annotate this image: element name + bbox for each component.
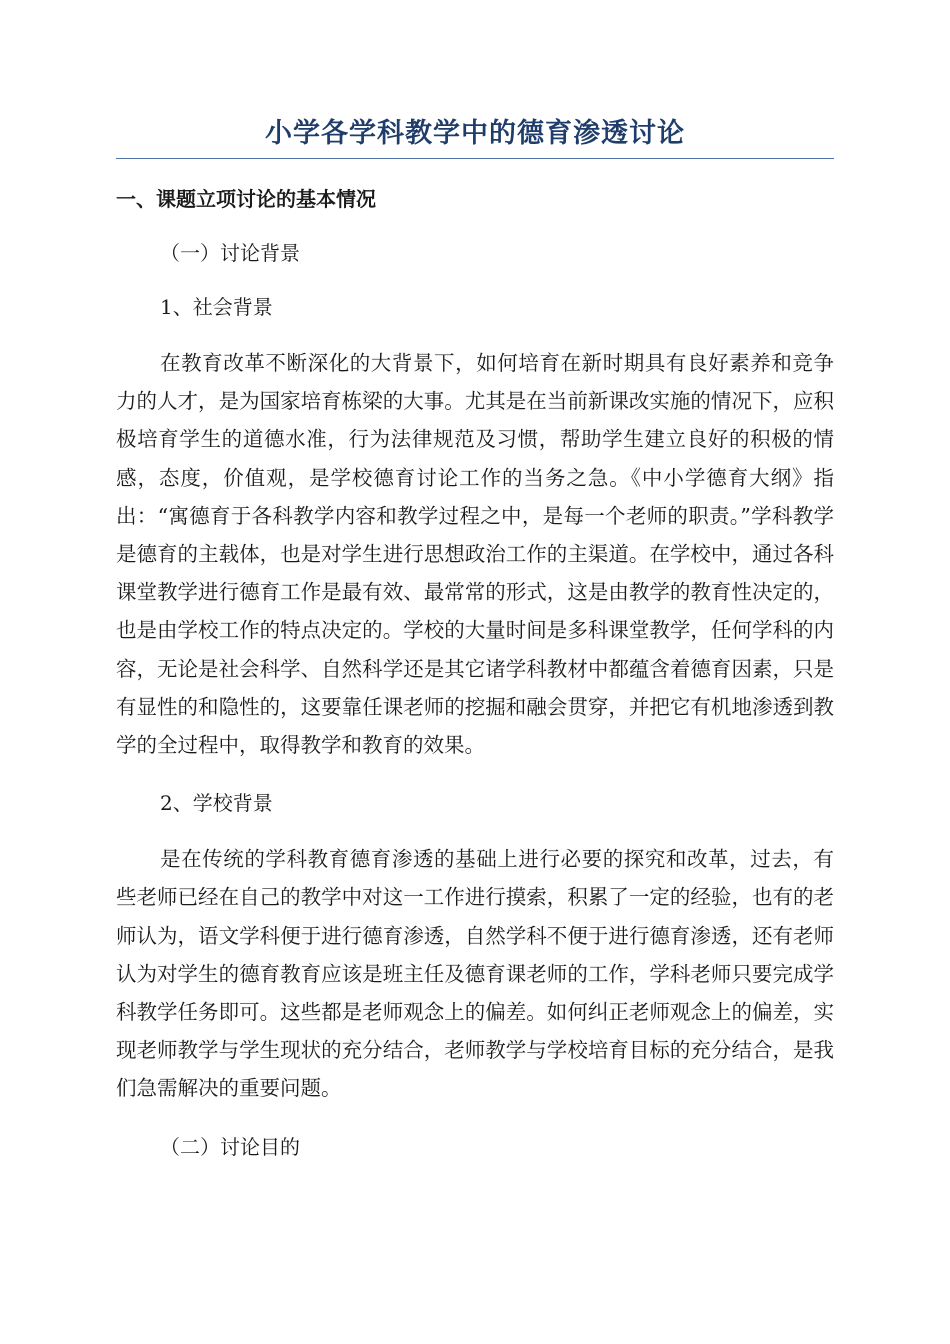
subsection-heading-purpose: （二）讨论目的 bbox=[160, 1134, 300, 1159]
item-heading-school-background: 2、学校背景 bbox=[160, 791, 273, 816]
subsection-heading-background: （一）讨论背景 bbox=[160, 241, 300, 265]
paragraph-social-background: 在教育改革不断深化的大背景下，如何培育在新时期具有良好素养和竞争力的人才，是为国家培育栋梁的大事。尤其是在当前新课改实施的情况下，应积极培育学生的道德水准，行为法律规范及习惯，帮助学生建立良好的积极的情感，态度，价值观，是学校德育讨论工作的当务之急。《中小学德育大纲》指出：“寓德育于各科教学内容和教学过程之中，是每一个老师的职责。”学科教学是德育的主载体，也是对学生进行思想政治工作的主渠道。在学校中，通过各科课堂教学进行德育工作是最有效、最常常的形式，这是由教学的教育性决定的，也是由学校工作的特点决定的。学校的大量时间是多科课堂教学，任何学科的内容，无论是社会科学、自然科学还是其它诸学科教材中都蕴含着德育因素，只是有显性的和隐性的，这要靠任课老师的挖掘和融会贯穿，并把它有机地渗透到教学的全过程中，取得教学和教育的效果。 bbox=[116, 351, 834, 758]
document-title: 小学各学科教学中的德育渗透讨论 bbox=[116, 112, 834, 159]
item-heading-social-background: 1、社会背景 bbox=[160, 295, 273, 319]
section-heading-basic-info: 一、课题立项讨论的基本情况 bbox=[116, 187, 376, 211]
paragraph-school-background: 是在传统的学科教育德育渗透的基础上进行必要的探究和改革，过去，有些老师已经在自己的教学中对这一工作进行摸索，积累了一定的经验，也有的老师认为，语文学科便于进行德育渗透，自然学科不便于进行德育渗透，还有老师认为对学生的德育教育应该是班主任及德育课老师的工作，学科老师只要完成学科教学任务即可。这些都是老师观念上的偏差。如何纠正老师观念上的偏差，实现老师教学与学生现状的充分结合，老师教学与学校培育目标的充分结合，是我们急需解决的重要问题。 bbox=[116, 847, 834, 1101]
